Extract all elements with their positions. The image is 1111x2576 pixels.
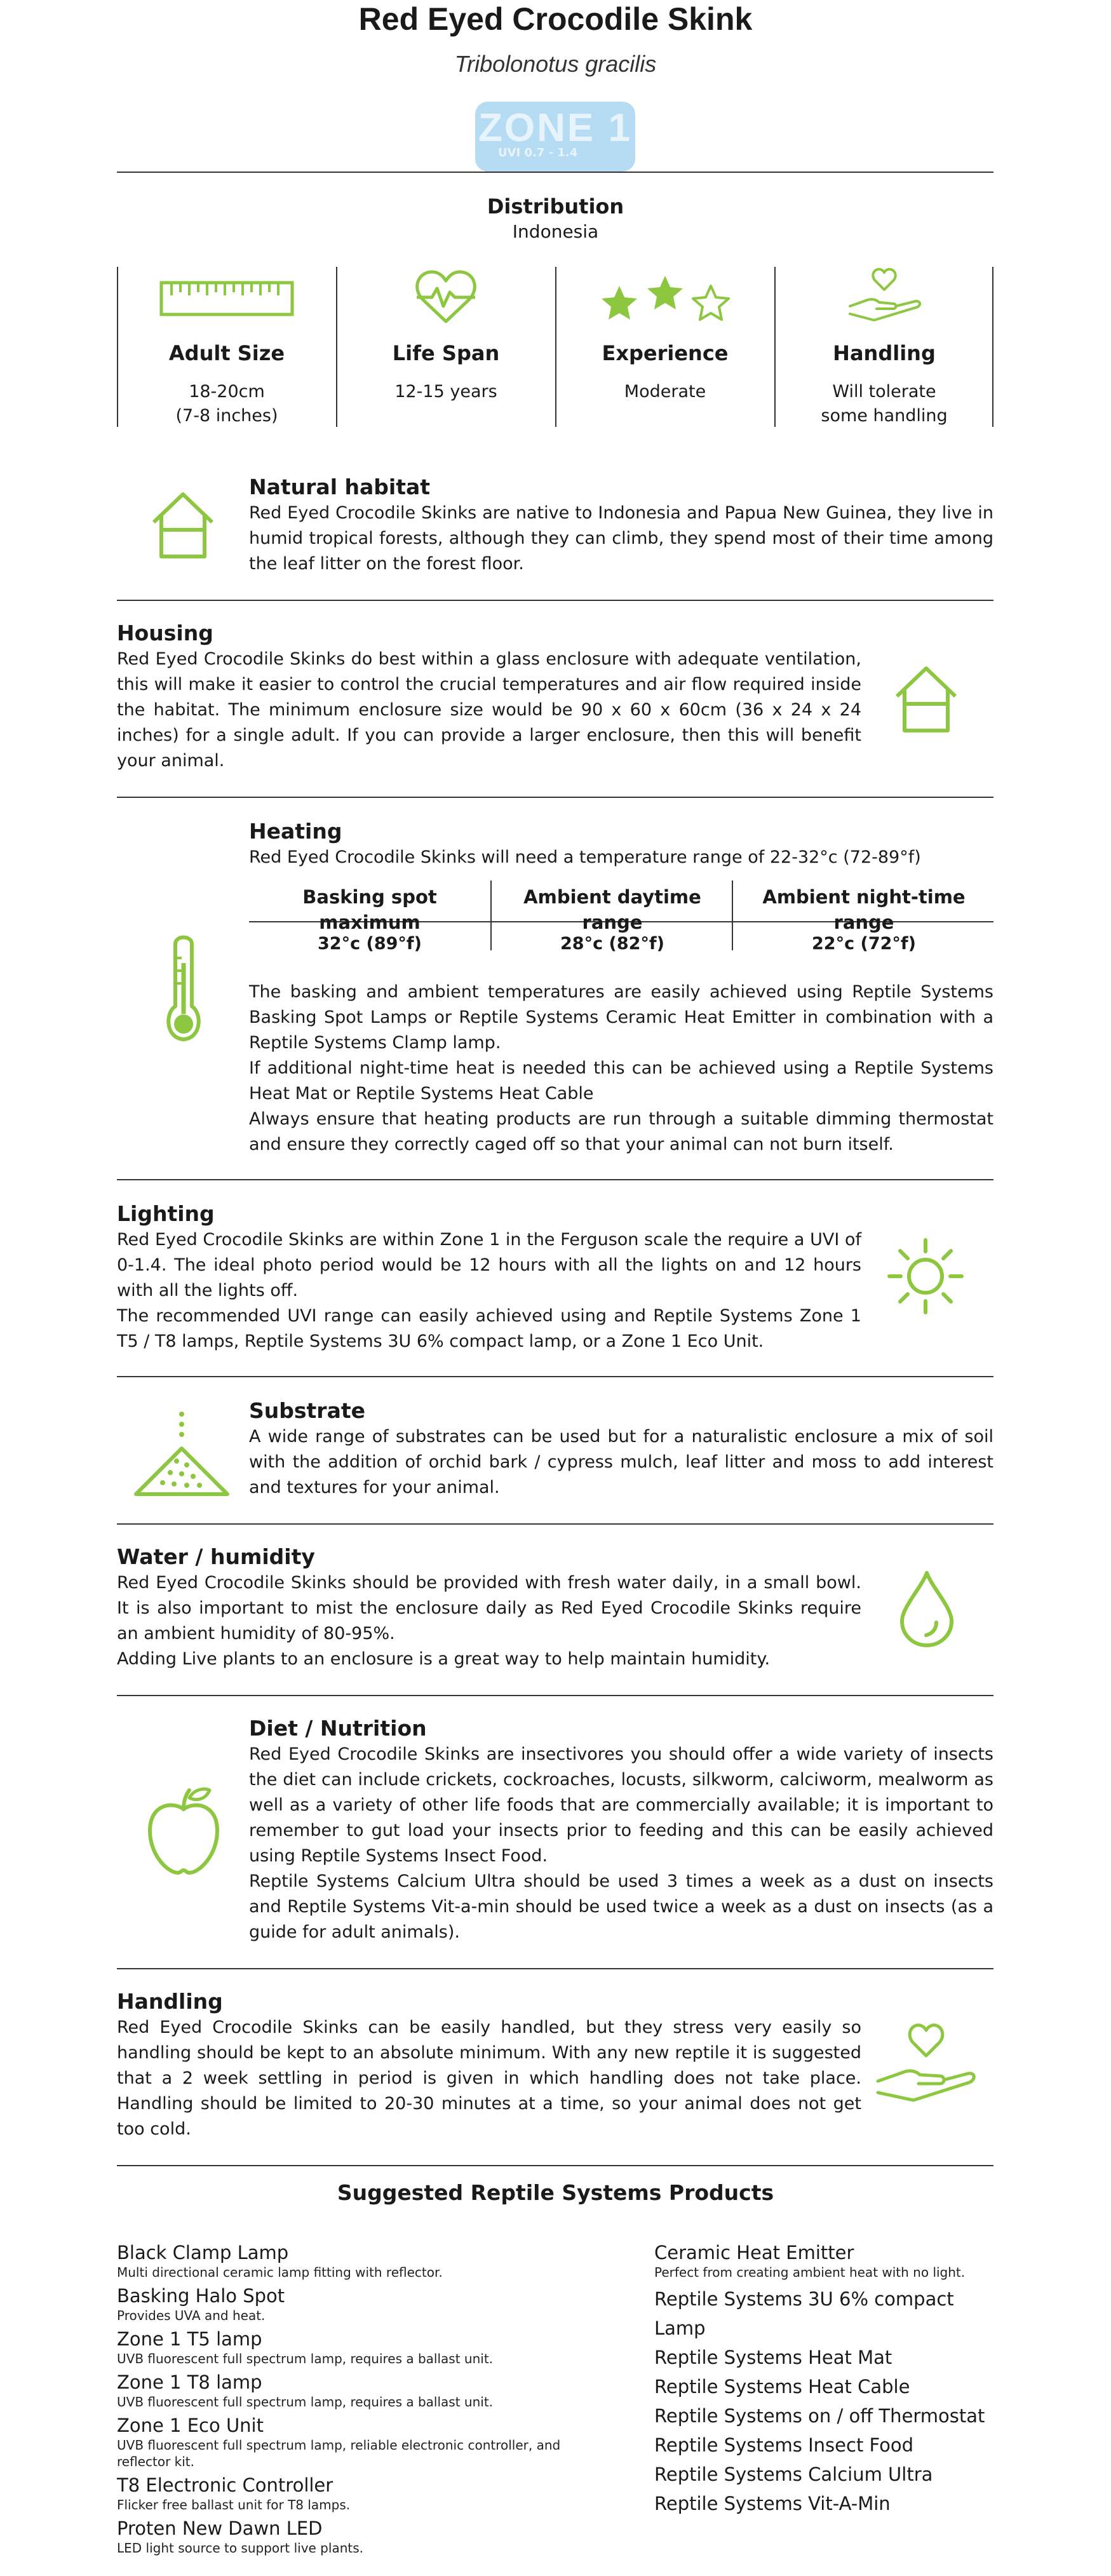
- stat-label: Handling: [833, 341, 936, 365]
- products-right-list: [654, 2241, 1010, 2518]
- lighting-heading: Lighting: [117, 1201, 215, 1226]
- divider: [117, 797, 993, 798]
- product-name: Reptile Systems Vit-A-Min: [654, 2493, 891, 2514]
- stat-life-span: [337, 267, 555, 427]
- natural-habitat-body: Red Eyed Crocodile Skinks are native to Indonesia and Papua New Guinea, they live in humid tropical forests, although they can climb, they spend most of their time among the leaf litter on the forest floor.: [249, 503, 993, 574]
- table-column: [734, 880, 993, 957]
- product-desc: Provides UVA and heat.: [117, 2308, 266, 2323]
- divider: [117, 1695, 993, 1696]
- stat-value: 18-20cm (7-8 inches): [175, 382, 278, 426]
- housing-heading: Housing: [117, 621, 213, 645]
- product-name: Zone 1 T8 lamp: [117, 2371, 262, 2393]
- water-body: [117, 1570, 861, 1672]
- table-column: [492, 880, 733, 957]
- zone-label: ZONE 1: [478, 106, 632, 150]
- product-desc: UVB fluorescent full spectrum lamp, requires a ballast unit.: [117, 2351, 494, 2366]
- substrate-body: A wide range of substrates can be used but for a naturalistic enclosure a mix of soil with the addition of orchid bark / cypress mulch, leaf litter and moss to add interest and textures for your animal.: [249, 1427, 993, 1497]
- product-item: [117, 2328, 600, 2367]
- zone-badge: [475, 102, 635, 172]
- product-item: [654, 2241, 1010, 2281]
- table-column: [249, 880, 490, 957]
- product-name: Black Clamp Lamp: [117, 2242, 289, 2263]
- distribution-heading: Distribution: [487, 194, 624, 219]
- divider: [117, 1179, 993, 1180]
- product-item: [117, 2284, 600, 2324]
- house-icon: [150, 490, 216, 563]
- divider: [117, 2165, 993, 2166]
- stat-experience: [556, 267, 774, 427]
- product-name: Reptile Systems on / off Thermostat: [654, 2405, 985, 2427]
- heating-intro: Red Eyed Crocodile Skinks will need a temperature range of 22-32°c (72-89°f): [249, 847, 921, 867]
- heating-table: [249, 880, 993, 957]
- products-left-list: [117, 2241, 600, 2560]
- table-cell: 32°c (89°f): [318, 934, 422, 954]
- product-name: Reptile Systems Heat Cable: [654, 2376, 910, 2397]
- divider: [117, 172, 993, 173]
- stat-label: Experience: [602, 341, 729, 365]
- ruler-icon: [118, 267, 336, 324]
- product-name: Ceramic Heat Emitter: [654, 2242, 854, 2263]
- water-drop-icon: [897, 1569, 957, 1652]
- products-heading: Suggested Reptile Systems Products: [337, 2180, 774, 2205]
- product-item: [117, 2474, 600, 2513]
- water-heading: Water / humidity: [117, 1544, 315, 1569]
- stat-label: Adult Size: [168, 341, 285, 365]
- stat-label: Life Span: [392, 341, 500, 365]
- table-header: Ambient night-time range: [762, 886, 966, 933]
- lighting-body: [117, 1227, 861, 1354]
- product-item: [117, 2241, 600, 2281]
- stat-adult-size: [118, 267, 336, 427]
- distribution-value: Indonesia: [512, 221, 599, 242]
- apple-icon: [144, 1784, 224, 1879]
- heating-heading: Heating: [249, 819, 342, 844]
- diet-heading: Diet / Nutrition: [249, 1716, 427, 1741]
- divider: [117, 1968, 993, 1969]
- product-name: Reptile Systems Calcium Ultra: [654, 2464, 933, 2485]
- stat-value: Will tolerate some handling: [821, 382, 948, 426]
- lighting-paragraph: The recommended UVI range can easily achieved using and Reptile Systems Zone 1 T5 / T8 lamps, Reptile Systems 3U 6% compact lamp, or a Zone 1 Eco Unit.: [117, 1306, 861, 1351]
- handling-body: Red Eyed Crocodile Skinks can be easily handled, but they stress very easily so handling should be kept to an absolute minimum. With any new reptile it is suggested that a 2 week settling in period is given in which handling does not take place. Handling should be limited to 20-30 minutes at a time, so your animal does not get too cold.: [117, 2018, 861, 2139]
- substrate-icon: [132, 1410, 231, 1502]
- substrate-heading: Substrate: [249, 1398, 365, 1423]
- divider: [117, 1523, 993, 1525]
- stars-icon: [556, 267, 774, 324]
- heartbeat-icon: [337, 267, 555, 324]
- table-cell: 28°c (82°f): [560, 934, 664, 954]
- diet-paragraph: Red Eyed Crocodile Skinks are insectivores you should offer a wide variety of insects the diet can include crickets, cockroaches, locusts, silkworm, calciworm, mealworm as well as a variety of other life foods that are commercially available; it is important to remember to gut load your insects prior to feeding and this can be easily achieved using Reptile Systems Insect Food.: [249, 1744, 993, 1866]
- zone-uvi: UVI 0.7 - 1.4: [498, 146, 578, 159]
- product-name: Zone 1 Eco Unit: [117, 2415, 264, 2436]
- sun-icon: [885, 1236, 966, 1319]
- product-desc: Multi directional ceramic lamp fitting with reflector.: [117, 2265, 443, 2280]
- product-name: T8 Electronic Controller: [117, 2474, 333, 2496]
- product-name: Reptile Systems Heat Mat: [654, 2347, 892, 2368]
- product-desc: Perfect from creating ambient heat with no light.: [654, 2265, 966, 2280]
- product-desc: LED light source to support live plants.: [117, 2540, 363, 2556]
- hand-heart-icon: [775, 267, 993, 324]
- heating-paragraph: If additional night-time heat is needed this can be achieved using a Reptile Systems Heat Mat or Reptile Systems Heat Cable: [249, 1058, 993, 1103]
- heating-paragraph: The basking and ambient temperatures are easily achieved using Reptile Systems Basking Spot Lamps or Reptile Systems Ceramic Heat Emitter in combination with a Reptile Systems Clamp lamp.: [249, 982, 993, 1053]
- divider: [117, 1376, 993, 1377]
- stat-value: Moderate: [624, 382, 706, 401]
- table-header: Ambient daytime range: [523, 886, 701, 933]
- table-cell: 22°c (72°f): [812, 934, 916, 954]
- natural-habitat-heading: Natural habitat: [249, 475, 431, 499]
- product-name: Zone 1 T5 lamp: [117, 2328, 262, 2350]
- product-name: Reptile Systems 3U 6% compact Lamp: [654, 2288, 954, 2339]
- divider: [117, 600, 993, 601]
- stat-handling: [775, 267, 993, 427]
- table-header: Basking spot maximum: [302, 886, 437, 933]
- product-desc: Flicker free ballast unit for T8 lamps.: [117, 2497, 351, 2512]
- product-item: [117, 2414, 600, 2470]
- page-title: Red Eyed Crocodile Skink: [358, 1, 753, 37]
- product-name: Basking Halo Spot: [117, 2285, 285, 2307]
- stat-value: 12-15 years: [394, 382, 497, 401]
- diet-paragraph: Reptile Systems Calcium Ultra should be used 3 times a week as a dust on insects and Reptile Systems Vit-a-min should be used twice a week as a dust on insects (as a guide for adult animals).: [249, 1871, 993, 1942]
- heating-body: [249, 980, 993, 1157]
- water-paragraph: Red Eyed Crocodile Skinks should be provided with fresh water daily, in a small bowl. It is also important to mist the enclosure daily as Red Eyed Crocodile Skinks require an ambient humidity of 80-95%.: [117, 1573, 861, 1643]
- product-item: [117, 2517, 600, 2556]
- lighting-paragraph: Red Eyed Crocodile Skinks are within Zone 1 in the Ferguson scale the require a UVI of 0-1.4. The ideal photo period would be 12 hours with all the lights on and 12 hours with all the lights off.: [117, 1230, 861, 1300]
- stats-row: [117, 267, 993, 427]
- product-name: Proten New Dawn LED: [117, 2518, 323, 2539]
- housing-body: Red Eyed Crocodile Skinks do best within a glass enclosure with adequate ventilation, this will make it easier to control the crucial temperatures and air flow required inside the habitat. The minimum enclosure size would be 90 x 60 x 60cm (36 x 24 x 24 inches) for a single adult. If you can provide a larger enclosure, then this will benefit your animal.: [117, 649, 861, 771]
- product-name: Reptile Systems Insect Food: [654, 2434, 914, 2456]
- heating-paragraph: Always ensure that heating products are run through a suitable dimming thermostat and ensure they correctly caged off so that your animal can not burn itself.: [249, 1109, 993, 1154]
- house-icon: [893, 664, 959, 737]
- diet-body: [249, 1742, 993, 1945]
- product-desc: UVB fluorescent full spectrum lamp, requires a ballast unit.: [117, 2394, 494, 2410]
- product-desc: UVB fluorescent full spectrum lamp, reliable electronic controller, and reflector kit.: [117, 2438, 561, 2469]
- handling-heading: Handling: [117, 1989, 223, 2014]
- water-paragraph: Adding Live plants to an enclosure is a great way to help maintain humidity.: [117, 1649, 771, 1669]
- scientific-name: Tribolonotus gracilis: [454, 51, 657, 77]
- thermometer-icon: [161, 931, 206, 1048]
- product-item: [117, 2371, 600, 2410]
- hand-heart-icon: [874, 2020, 978, 2108]
